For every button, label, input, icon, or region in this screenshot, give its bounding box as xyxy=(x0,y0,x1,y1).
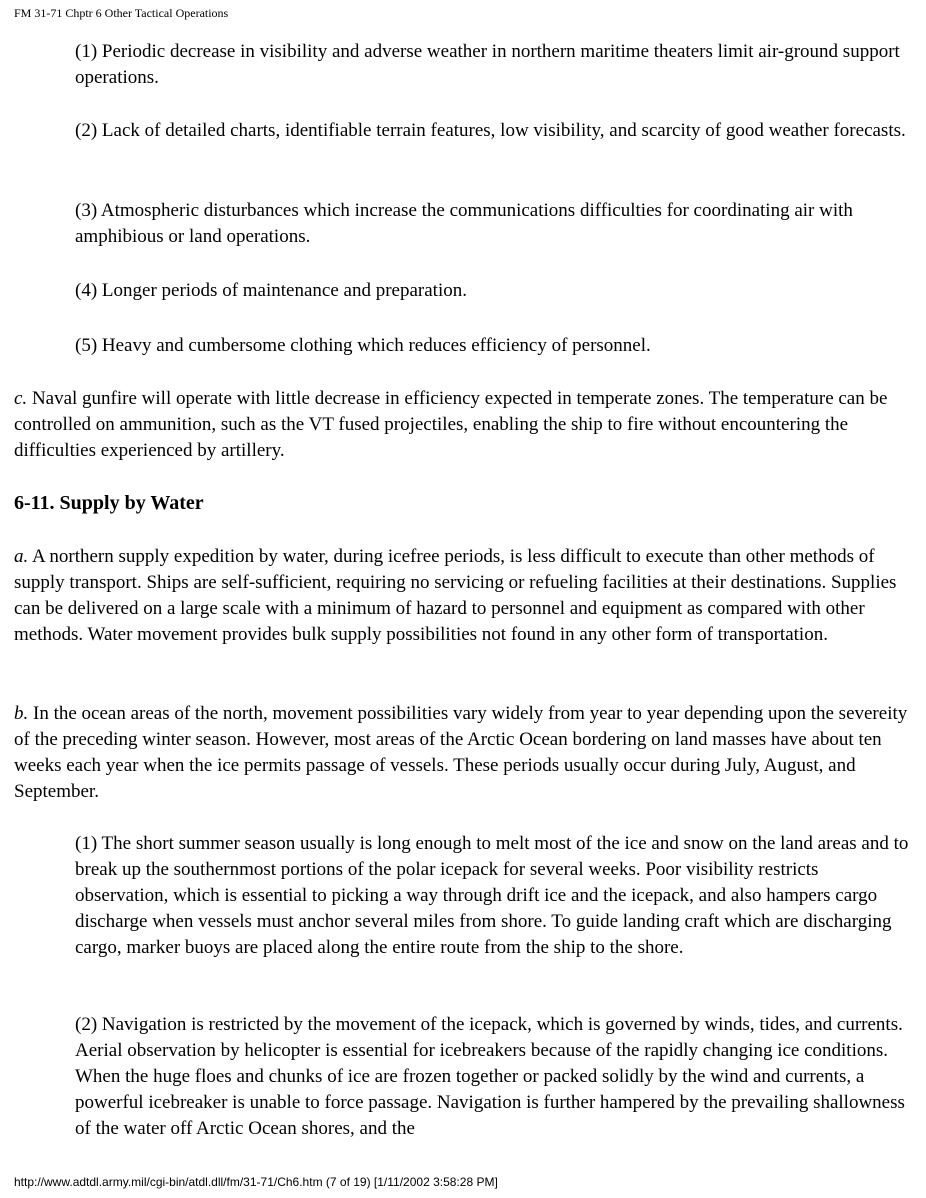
list-item-5: (5) Heavy and cumbersome clothing which reduces efficiency of personnel. xyxy=(75,335,651,356)
list-item-b2: (2) Navigation is restricted by the movement of the icepack, which is governed by winds, tides, and currents. Aerial observation by helicopter is essential for icebreakers because of the rapidly changing ice conditions. When the huge floes and chunks of ice are frozen together or packed solidly by the wind and currents, a powerful icebreaker is unable to force passage. Navigation is further hampered by the prevailing shallowness of the water off Arctic Ocean shores, and the xyxy=(75,1014,905,1139)
page-header: FM 31-71 Chptr 6 Other Tactical Operations xyxy=(14,6,229,20)
paragraph-c xyxy=(14,386,909,464)
paragraph-b-text: In the ocean areas of the north, movement possibilities vary widely from year to year depending upon the severeity of the preceding winter season. However, most areas of the Arctic Ocean bordering on land masses have about ten weeks each year when the ice permits passage of vessels. These periods usually occur during July, August, and September. xyxy=(14,703,908,802)
section-heading: 6-11. Supply by Water xyxy=(14,492,204,514)
page-footer: http://www.adtdl.army.mil/cgi-bin/atdl.dll/fm/31-71/Ch6.htm (7 of 19) [1/11/2002 3:58:28 PM] xyxy=(14,1175,498,1189)
paragraph-c-label: c. xyxy=(14,388,28,409)
list-item-4: (4) Longer periods of maintenance and preparation. xyxy=(75,280,467,301)
paragraph-b xyxy=(14,701,909,805)
paragraph-a-text: A northern supply expedition by water, during icefree periods, is less difficult to execute than other methods of supply transport. Ships are self-sufficient, requiring no servicing or refueling facilities at their destinations. Supplies can be delivered on a large scale with a minimum of hazard to personnel and equipment as compared with other methods. Water movement provides bulk supply possibilities not found in any other form of transportation. xyxy=(14,546,897,645)
list-item-b1: (1) The short summer season usually is long enough to melt most of the ice and snow on the land areas and to break up the southernmost portions of the polar icepack for several weeks. Poor visibility restricts observation, which is essential to picking a way through drift ice and the icepack, and also hampers cargo discharge when vessels must anchor several miles from shore. To guide landing craft which are discharging cargo, marker buoys are placed along the entire route from the ship to the shore. xyxy=(75,833,909,958)
list-item-2: (2) Lack of detailed charts, identifiable terrain features, low visibility, and scarcity of good weather forecasts. xyxy=(75,120,906,141)
paragraph-b-label: b. xyxy=(14,703,29,724)
paragraph-a xyxy=(14,544,909,648)
paragraph-a-label: a. xyxy=(14,546,29,567)
list-item-3: (3) Atmospheric disturbances which increase the communications difficulties for coordinating air with amphibious or land operations. xyxy=(75,200,853,247)
paragraph-c-text: Naval gunfire will operate with little decrease in efficiency expected in temperate zones. The temperature can be controlled on ammunition, such as the VT fused projectiles, enabling the ship to fire without encountering the difficulties experienced by artillery. xyxy=(14,388,888,461)
list-item-1: (1) Periodic decrease in visibility and adverse weather in northern maritime theaters limit air-ground support operations. xyxy=(75,41,900,88)
